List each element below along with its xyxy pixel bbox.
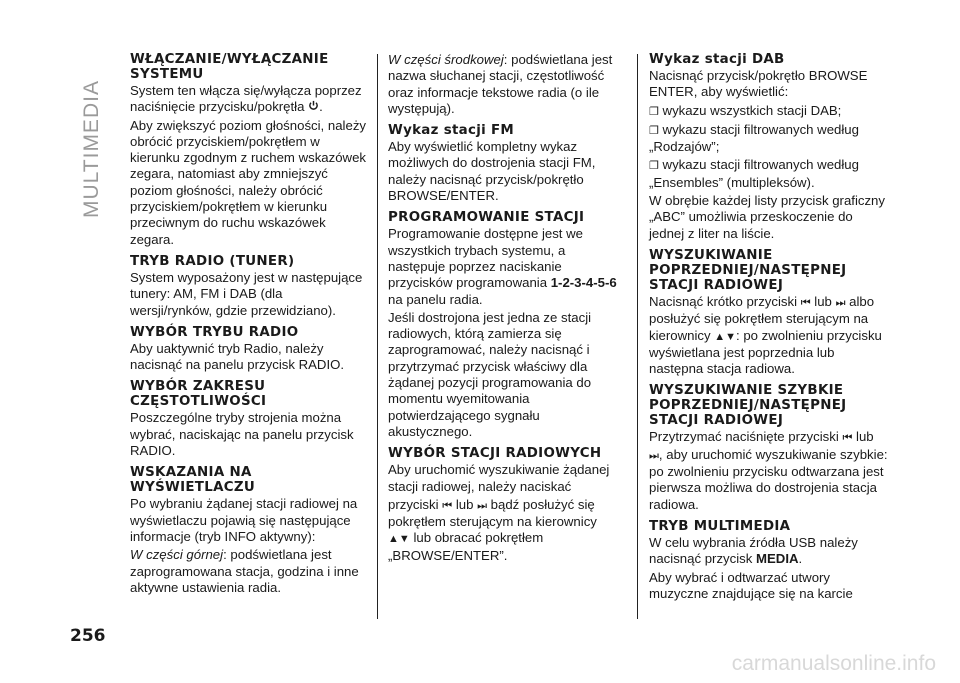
paragraph: [649, 294, 889, 377]
paragraph: [649, 429, 889, 512]
section-side-label: MULTIMEDIA: [80, 80, 103, 218]
column-3: [649, 52, 889, 604]
text: lub: [856, 429, 874, 445]
text: W celu wybrania źródła USB należy nacisnąć przycisk: [649, 534, 858, 567]
text: System ten włącza się/wyłącza poprzez naciśnięcie przycisku/pokrętła: [130, 83, 362, 115]
heading-programming: PROGRAMOWANIE STACJI: [388, 210, 585, 226]
text: albo posłużyć się pokrętłem sterującym na kierownicy: [649, 293, 875, 343]
paragraph: Nacisnąć przycisk/pokrętło BROWSE ENTER, aby wyświetlić:: [649, 68, 868, 100]
text: : po zwolnieniu przycisku wyświetlana jest poprzednia lub następna stacja radiowa.: [649, 327, 882, 377]
text: wykazu stacji filtrowanych według „Ensembles” (multipleksów).: [649, 157, 859, 190]
checkbox-bullet-icon: ❐: [649, 124, 659, 137]
heading-fm-list: Wykaz stacji FM: [388, 123, 515, 139]
paragraph: [649, 535, 889, 568]
heading-multimedia: TRYB MULTIMEDIA: [649, 518, 791, 534]
italic-text: W części górnej: [130, 547, 224, 563]
paragraph: Jeśli dostrojona jest jedna ze stacji radiowych, którą zamierza się zaprogramować, należy nacisnąć i przytrzymać przycisk właściwy dla żądanej pozycji programowania do momentu wyemitowania potwierdzającego sygnału akustycznego.: [388, 309, 592, 439]
arrow-down-icon: ▼: [398, 533, 410, 546]
column-divider: [377, 54, 378, 619]
text: Nacisnąć krótko przyciski: [649, 293, 798, 309]
column-2: [388, 52, 626, 566]
heading-select-radio: WYBÓR TRYBU RADIO: [130, 324, 299, 340]
text: lub: [455, 496, 474, 512]
checkbox-bullet-icon: ❐: [649, 105, 659, 118]
paragraph: Aby zwiększyć poziom głośności, należy obrócić przyciskiem/pokrętłem w kierunku zgodnym z ruchem wskazówek zegara, natomiast aby zmniejszyć poziom głośności, należy obrócić przyciskiem/pokrętłem w kierunku przeciwnym do ruchu wskazówek zegara.: [130, 117, 367, 247]
heading-display: WSKAZANIA NA WYŚWIETLACZU: [130, 465, 256, 496]
text: .: [319, 99, 323, 115]
paragraph: [388, 497, 626, 564]
heading-radio-mode: TRYB RADIO (TUNER): [130, 253, 295, 269]
paragraph: [130, 547, 366, 596]
column-1: [130, 52, 366, 598]
bold-text: 1-2-3-4-5-6: [550, 275, 617, 291]
heading-dab-list: Wykaz stacji DAB: [649, 52, 785, 67]
paragraph: Po wybraniu żądanej stacji radiowej na wyświetlaczu pojawią się następujące informacje (tryb INFO aktywny):: [130, 496, 358, 544]
text: : podświetlana jest zaprogramowana stacja, godzina i inne aktywne ustawienia radia.: [130, 547, 359, 595]
seek-back-icon: ⏮: [800, 296, 811, 309]
text: .: [798, 551, 803, 567]
paragraph: [388, 226, 626, 307]
paragraph: Aby uaktywnić tryb Radio, należy nacisnąć na panelu przycisk RADIO.: [130, 340, 345, 373]
seek-back-icon: ⏮: [842, 432, 853, 445]
heading-station-select: WYBÓR STACJI RADIOWYCH: [388, 446, 602, 462]
heading-band: WYBÓR ZAKRESU CZĘSTOTLIWOŚCI: [130, 379, 267, 410]
seek-forward-icon: ⏭: [835, 296, 846, 309]
heading-fast-seek: WYSZUKIWANIE SZYBKIE POPRZEDNIEJ/NASTĘPNEJ STACJI RADIOWEJ: [649, 383, 847, 429]
paragraph: Aby wyświetlić kompletny wykaz możliwych do dostrojenia stacji FM, należy nacisnąć przycisk/pokrętło BROWSE/ENTER.: [388, 139, 596, 204]
text: wykazu wszystkich stacji DAB;: [662, 102, 842, 118]
list-item: [649, 103, 889, 120]
list-item: [649, 157, 889, 191]
text: bądź posłużyć się pokrętłem sterującym na kierownicy: [388, 496, 597, 530]
paragraph: Poszczególne tryby strojenia można wybrać, naciskając na panelu przycisk RADIO.: [130, 410, 354, 459]
watermark: carmanualsonline.info: [731, 652, 936, 675]
seek-forward-icon: ⏭: [649, 449, 659, 462]
heading-power: WŁĄCZANIE/WYŁĄCZANIE SYSTEMU: [130, 52, 329, 82]
list-item: [649, 122, 889, 156]
text: Przytrzymać naciśnięte przyciski: [649, 429, 839, 445]
text: lub: [814, 293, 832, 309]
paragraph: [130, 83, 366, 116]
seek-forward-icon: ⏭: [477, 499, 487, 512]
text: Programowanie dostępne jest we wszystkich trybach systemu, a następuje poprzez naciskanie przycisków programowania: [388, 226, 583, 291]
page-number: 256: [70, 626, 106, 646]
arrow-up-icon: ▲: [388, 533, 399, 546]
text: przyciski: [388, 496, 439, 512]
paragraph: Aby uruchomić wyszukiwanie żądanej stacji radiowej, należy naciskać: [388, 462, 610, 494]
text: : podświetlana jest nazwa słuchanej stacji, częstotliwość oraz informacje tekstowe radia (o ile występują).: [388, 52, 613, 116]
bold-text: MEDIA: [756, 551, 799, 567]
seek-back-icon: ⏮: [442, 499, 453, 512]
heading-prev-next: WYSZUKIWANIE POPRZEDNIEJ/NASTĘPNEJ STACJI RADIOWEJ: [649, 247, 847, 293]
text: lub obracać pokrętłem „BROWSE/ENTER”.: [388, 530, 544, 563]
text: na panelu radia.: [388, 291, 483, 307]
italic-text: W części środkowej: [388, 52, 504, 67]
paragraph: W obrębie każdej listy przycisk graficzny „ABC” umożliwia przeskoczenie do jednej z liter na liście.: [649, 193, 885, 241]
column-divider: [637, 54, 638, 619]
arrow-up-icon: ▲: [714, 330, 726, 343]
text: wykazu stacji filtrowanych według „Rodzajów”;: [649, 121, 859, 155]
power-icon: [308, 99, 319, 114]
paragraph: System wyposażony jest w następujące tunery: AM, FM i DAB (dla wersji/rynków, gdzie przewidziano).: [130, 269, 363, 318]
paragraph: [388, 52, 626, 117]
arrow-down-icon: ▼: [725, 330, 737, 343]
paragraph: Aby wybrać i odtwarzać utwory muzyczne znajdujące się na karcie: [649, 569, 853, 601]
checkbox-bullet-icon: ❐: [649, 160, 659, 173]
text: , aby uruchomić wyszukiwanie szybkie: po zwolnieniu przycisku odtwarzana jest pierwsza możliwa do dostrojenia stacja radiowa.: [649, 446, 888, 512]
